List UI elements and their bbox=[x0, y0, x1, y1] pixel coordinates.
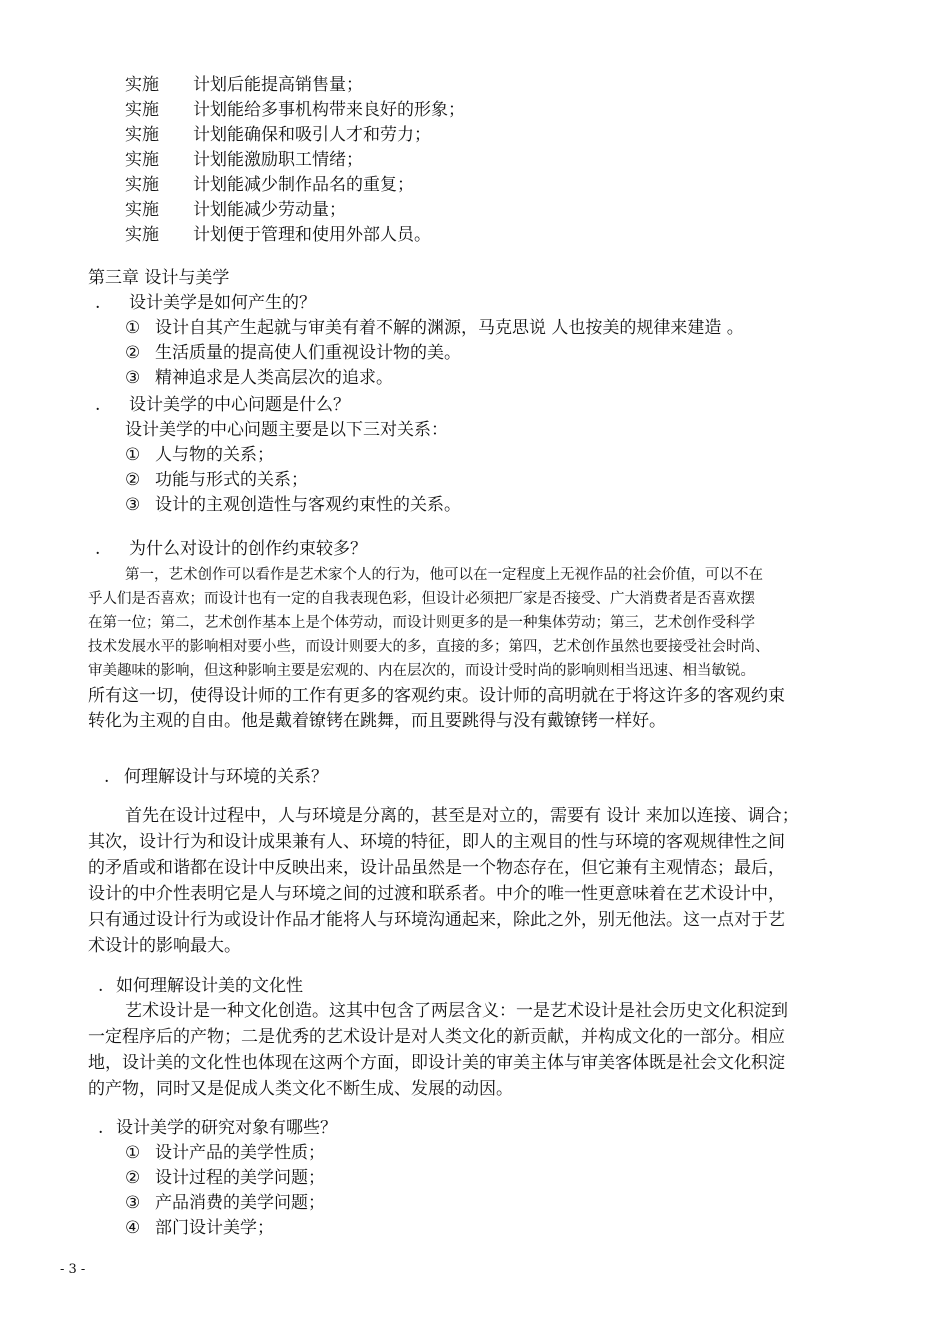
list-item bbox=[125, 1216, 274, 1240]
circled-number: ② bbox=[125, 343, 141, 363]
circled-number: ② bbox=[125, 1168, 141, 1188]
paragraph-line: 设计美学的中心问题主要是以下三对关系： bbox=[125, 420, 448, 440]
paragraph-line: 术设计的影响最大。 bbox=[88, 936, 241, 956]
list-item bbox=[125, 468, 308, 492]
question-text: 设计美学的研究对象有哪些？ bbox=[116, 1118, 337, 1138]
circled-number: ① bbox=[125, 445, 141, 465]
list-text: 计划能激励职工情绪； bbox=[193, 150, 363, 170]
circled-number: ④ bbox=[125, 1218, 141, 1238]
paragraph-line: 设计的中介性表明它是人与环境之间的过渡和联系者。中介的唯一性更意味着在艺术设计中， bbox=[88, 884, 785, 904]
list-text: 计划能给多事机构带来良好的形象； bbox=[193, 100, 465, 120]
list-item bbox=[125, 493, 461, 517]
list-item bbox=[125, 223, 431, 247]
list-label: 实施 bbox=[125, 225, 159, 245]
bullet-dot: . bbox=[98, 1118, 104, 1138]
list-text: 精神追求是人类高层次的追求。 bbox=[155, 368, 393, 388]
list-text: 设计过程的美学问题； bbox=[155, 1168, 325, 1188]
paragraph-line: 其次，设计行为和设计成果兼有人、环境的特征，即人的主观目的性与环境的客观规律性之间 bbox=[88, 832, 785, 852]
question-text: 如何理解设计美的文化性 bbox=[116, 976, 303, 996]
question-heading bbox=[98, 974, 303, 998]
list-item bbox=[125, 316, 744, 340]
list-item bbox=[125, 123, 431, 147]
circled-number: ① bbox=[125, 1143, 141, 1163]
paragraph-line: 一定程序后的产物；二是优秀的艺术设计是对人类文化的新贡献，并构成文化的一部分。相应 bbox=[88, 1027, 785, 1047]
list-text: 计划便于管理和使用外部人员。 bbox=[193, 225, 431, 245]
list-text: 部门设计美学； bbox=[155, 1218, 274, 1238]
list-item bbox=[125, 173, 414, 197]
list-text: 设计产品的美学性质； bbox=[155, 1143, 325, 1163]
bullet-dot: . bbox=[95, 293, 101, 313]
paragraph-line: 在第一位；第二，艺术创作基本上是个体劳动，而设计则更多的是一种集体劳动；第三，艺术创作受科学 bbox=[88, 615, 755, 631]
question-heading bbox=[95, 537, 367, 561]
list-text: 设计自其产生起就与审美有着不解的渊源，马克思说 人也按美的规律来建造 。 bbox=[155, 318, 744, 338]
list-item bbox=[125, 1166, 325, 1190]
list-label: 实施 bbox=[125, 200, 159, 220]
paragraph-line: 审美趣味的影响，但这种影响主要是宏观的、内在层次的，而设计受时尚的影响则相当迅速、相当敏锐。 bbox=[88, 663, 755, 679]
list-item bbox=[125, 443, 274, 467]
question-text: 何理解设计与环境的关系？ bbox=[124, 767, 328, 787]
list-item bbox=[125, 148, 363, 172]
circled-number: ③ bbox=[125, 368, 141, 388]
list-text: 设计的主观创造性与客观约束性的关系。 bbox=[155, 495, 461, 515]
circled-number: ② bbox=[125, 470, 141, 490]
list-item bbox=[125, 341, 461, 365]
circled-number: ① bbox=[125, 318, 141, 338]
question-heading bbox=[95, 291, 316, 315]
list-text: 计划能确保和吸引人才和劳力； bbox=[193, 125, 431, 145]
paragraph-line: 地，设计美的文化性也体现在这两个方面，即设计美的审美主体与审美客体既是社会文化积淀 bbox=[88, 1053, 785, 1073]
chapter-heading: 第三章 设计与美学 bbox=[88, 268, 230, 288]
list-item bbox=[125, 366, 393, 390]
list-text: 产品消费的美学问题； bbox=[155, 1193, 325, 1213]
list-item bbox=[125, 73, 363, 97]
paragraph-line: 的产物，同时又是促成人类文化不断生成、发展的动因。 bbox=[88, 1079, 513, 1099]
circled-number: ③ bbox=[125, 1193, 141, 1213]
paragraph-line: 第一，艺术创作可以看作是艺术家个人的行为，他可以在一定程度上无视作品的社会价值，可以不在 bbox=[125, 567, 763, 583]
question-text: 设计美学的中心问题是什么？ bbox=[129, 395, 350, 415]
paragraph-line: 只有通过设计行为或设计作品才能将人与环境沟通起来，除此之外，别无他法。这一点对于艺 bbox=[88, 910, 785, 930]
paragraph-line: 的矛盾或和谐都在设计中反映出来，设计品虽然是一个物态存在，但它兼有主观情态；最后， bbox=[88, 858, 785, 878]
question-heading bbox=[104, 765, 328, 789]
list-label: 实施 bbox=[125, 75, 159, 95]
page-number: - 3 - bbox=[60, 1262, 86, 1277]
paragraph-line: 转化为主观的自由。他是戴着镣铐在跳舞，而且要跳得与没有戴镣铐一样好。 bbox=[88, 711, 666, 731]
list-text: 生活质量的提高使人们重视设计物的美。 bbox=[155, 343, 461, 363]
question-text: 为什么对设计的创作约束较多？ bbox=[129, 539, 367, 559]
question-heading bbox=[95, 393, 350, 417]
paragraph-line: 所有这一切，使得设计师的工作有更多的客观约束。设计师的高明就在于将这许多的客观约束 bbox=[88, 686, 785, 706]
list-item bbox=[125, 198, 346, 222]
bullet-dot: . bbox=[95, 395, 101, 415]
list-text: 计划能减少劳动量； bbox=[193, 200, 346, 220]
paragraph-line: 乎人们是否喜欢；而设计也有一定的自我表现色彩，但设计必须把厂家是否接受、广大消费者是否喜欢摆 bbox=[88, 591, 755, 607]
paragraph-line: 首先在设计过程中，人与环境是分离的，甚至是对立的，需要有 设计 来加以连接、调合； bbox=[125, 806, 799, 826]
bullet-dot: . bbox=[104, 767, 110, 787]
list-label: 实施 bbox=[125, 175, 159, 195]
list-text: 功能与形式的关系； bbox=[155, 470, 308, 490]
bullet-dot: . bbox=[95, 539, 101, 559]
paragraph-line: 艺术设计是一种文化创造。这其中包含了两层含义：一是艺术设计是社会历史文化积淀到 bbox=[125, 1001, 788, 1021]
paragraph-line: 技术发展水平的影响相对要小些，而设计则要大的多，直接的多；第四，艺术创作虽然也要接受社会时尚、 bbox=[88, 639, 770, 655]
list-text: 人与物的关系； bbox=[155, 445, 274, 465]
list-text: 计划后能提高销售量； bbox=[193, 75, 363, 95]
circled-number: ③ bbox=[125, 495, 141, 515]
question-text: 设计美学是如何产生的？ bbox=[129, 293, 316, 313]
bullet-dot: . bbox=[98, 976, 104, 996]
question-heading bbox=[98, 1116, 337, 1140]
list-label: 实施 bbox=[125, 100, 159, 120]
list-item bbox=[125, 98, 465, 122]
list-item bbox=[125, 1141, 325, 1165]
list-label: 实施 bbox=[125, 125, 159, 145]
list-text: 计划能减少制作品名的重复； bbox=[193, 175, 414, 195]
list-label: 实施 bbox=[125, 150, 159, 170]
list-item bbox=[125, 1191, 325, 1215]
